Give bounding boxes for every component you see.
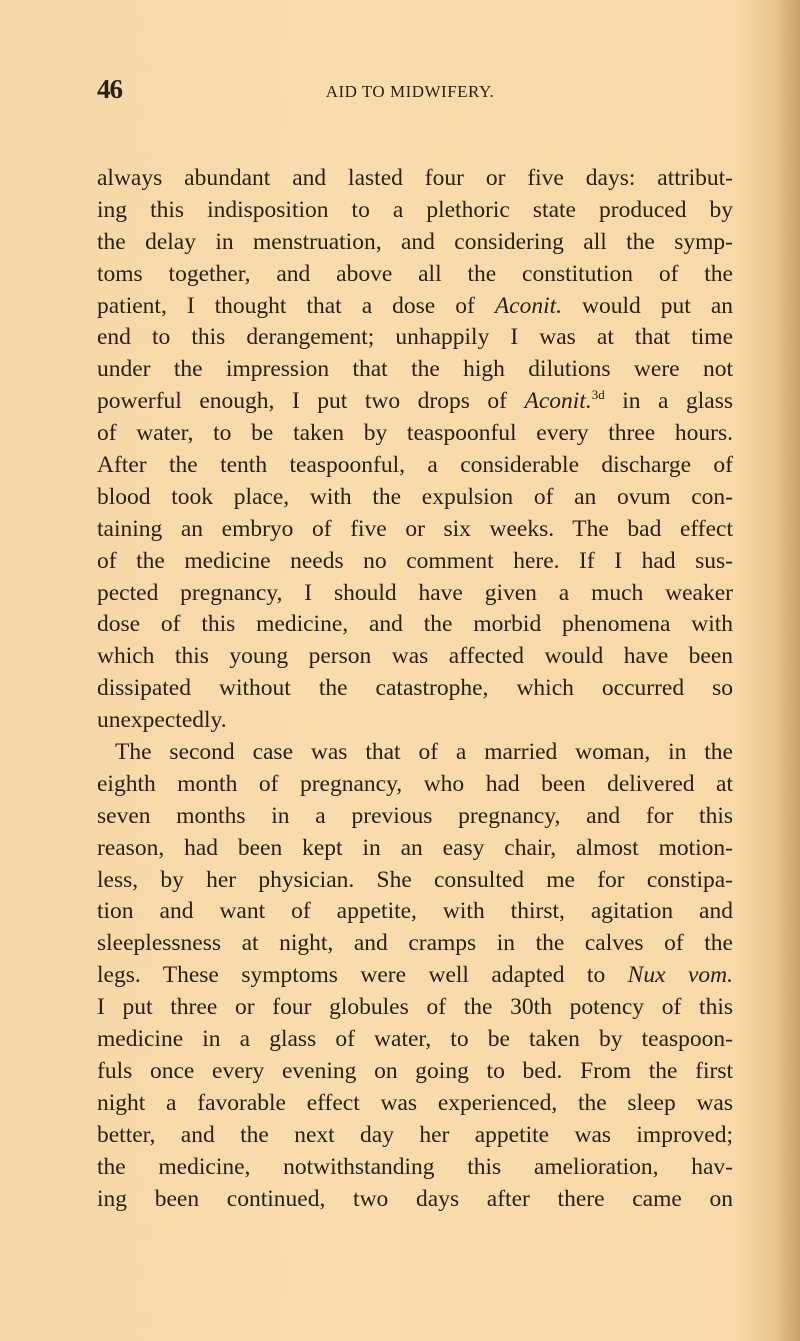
italic-term: Aconit. (524, 388, 592, 415)
text-line (97, 1088, 733, 1120)
text-segment: eighth month of pregnancy, who had been delivered at (97, 770, 733, 797)
text-segment: the delay in menstruation, and considering all the symp- (97, 228, 733, 255)
text-segment: powerful enough, I put two drops of (97, 388, 525, 415)
text-segment: fuls once every evening on going to bed. From the first (97, 1057, 733, 1084)
text-line (97, 1024, 733, 1056)
italic-term: Aconit. (494, 292, 563, 319)
text-line (97, 960, 733, 992)
text-line (97, 418, 733, 450)
text-segment: which this young person was affected would have been (97, 643, 733, 670)
text-segment: After the tenth teaspoonful, a considerable discharge of (97, 452, 733, 479)
text-segment: always abundant and lasted four or five days: attribut- (97, 165, 733, 191)
text-line (97, 259, 733, 291)
text-line (97, 673, 733, 705)
text-segment: ing been continued, two days after there came on (97, 1185, 733, 1212)
text-line (97, 546, 733, 578)
text-segment: end to this derangement; unhappily I was at that time (97, 324, 733, 351)
text-line (97, 1152, 733, 1184)
text-line (97, 737, 733, 769)
text-segment: I put three or four globules of the 30th potency of this (97, 994, 733, 1021)
text-segment: of the medicine needs no comment here. If I had sus- (97, 547, 733, 574)
page-number: 46 (97, 74, 122, 104)
text-segment: seven months in a previous pregnancy, and for this (97, 802, 733, 829)
text-line (97, 833, 733, 865)
text-segment: dose of this medicine, and the morbid phenomena with (97, 611, 733, 638)
text-segment: blood took place, with the expulsion of an ovum con- (97, 483, 733, 510)
text-line (97, 896, 733, 928)
text-line (97, 163, 733, 195)
text-line (97, 322, 733, 354)
text-line (97, 386, 733, 418)
text-line (97, 1056, 733, 1088)
text-segment: The second case was that of a married woman, in the (115, 739, 733, 766)
text-line (97, 705, 733, 737)
text-line (97, 514, 733, 546)
text-segment: ing this indisposition to a plethoric state produced by (97, 196, 733, 223)
text-line (97, 865, 733, 897)
text-line (97, 450, 733, 482)
text-line (97, 928, 733, 960)
text-segment: sleeplessness at night, and cramps in the calves of the (97, 930, 733, 957)
text-segment: reason, had been kept in an easy chair, almost motion- (97, 834, 733, 861)
text-segment: toms together, and above all the constitution of the (97, 260, 733, 287)
text-segment: of water, to be taken by teaspoonful every three hours. (97, 420, 733, 447)
text-line (97, 482, 733, 514)
text-segment: in a glass (604, 388, 733, 415)
text-line (97, 992, 733, 1024)
superscript: 3d (591, 387, 605, 403)
text-segment: dissipated without the catastrophe, which occurred so (97, 675, 733, 702)
text-line (97, 1184, 733, 1216)
text-line (97, 578, 733, 610)
text-line (97, 227, 733, 259)
text-segment: would put an (562, 292, 734, 319)
text-line (97, 291, 733, 323)
text-segment: tion and want of appetite, with thirst, agitation and (97, 898, 733, 925)
text-segment: taining an embryo of five or six weeks. The bad effect (97, 515, 733, 542)
text-line (97, 609, 733, 641)
text-segment: pected pregnancy, I should have given a much weaker (97, 579, 733, 606)
text-segment: night a favorable effect was experienced, the sleep was (97, 1089, 733, 1116)
italic-term: Nux vom. (627, 962, 733, 989)
text-line (97, 195, 733, 227)
running-title: AID TO MIDWIFERY. (325, 82, 495, 101)
text-segment: medicine in a glass of water, to be taken by teaspoon- (97, 1026, 733, 1053)
text-segment: less, by her physician. She consulted me for constipa- (97, 866, 733, 893)
text-line (97, 801, 733, 833)
text-line (97, 641, 733, 673)
text-segment: patient, I thought that a dose of (97, 292, 495, 319)
text-segment: legs. These symptoms were well adapted to (97, 962, 628, 989)
text-line (97, 1120, 733, 1152)
text-segment: under the impression that the high dilutions were not (97, 356, 733, 383)
text-line (97, 354, 733, 386)
text-segment: better, and the next day her appetite was improved; (97, 1121, 733, 1148)
text-line (97, 769, 733, 801)
text-segment: the medicine, notwithstanding this amelioration, hav- (97, 1153, 733, 1180)
body-text (97, 163, 733, 1215)
text-segment: unexpectedly. (97, 707, 227, 734)
